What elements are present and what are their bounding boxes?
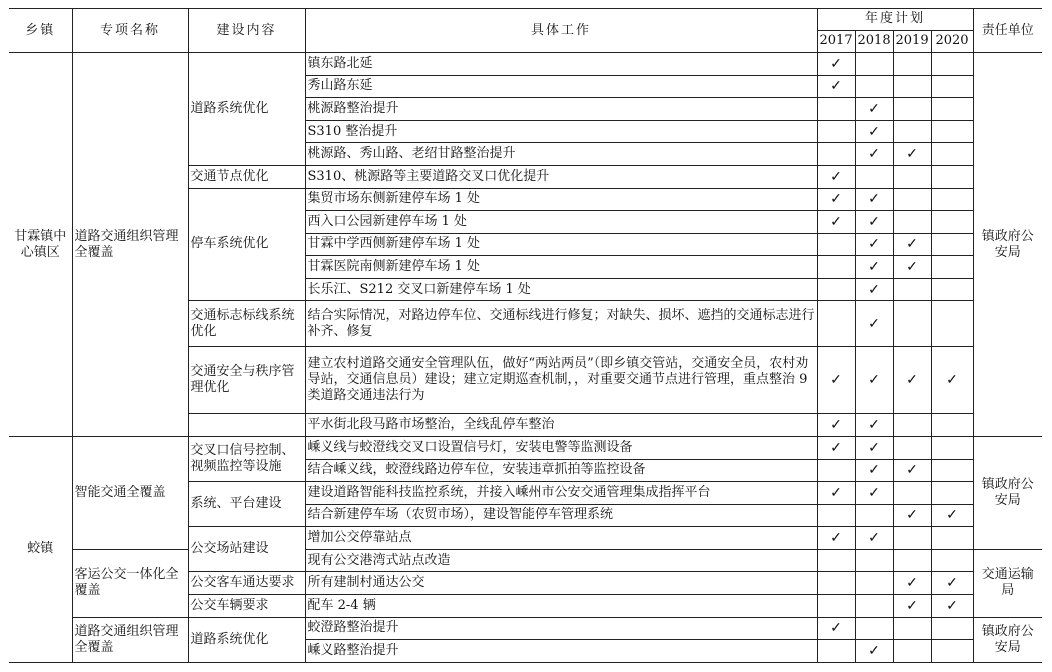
check-cell-2019 bbox=[893, 98, 931, 121]
task-cell: 现有公交港湾式站点改造 bbox=[305, 549, 817, 572]
check-cell-2018 bbox=[855, 53, 893, 76]
check-cell-2020 bbox=[931, 301, 973, 346]
task-cell: 建设道路智能科技监控系统，并接入嵊州市公安交通管理集成指挥平台 bbox=[305, 482, 817, 505]
check-cell-2019 bbox=[893, 527, 931, 550]
check-cell-2019: ✓ bbox=[893, 459, 931, 482]
task-cell: 桃源路整治提升 bbox=[305, 98, 817, 121]
check-cell-2019: ✓ bbox=[893, 143, 931, 166]
check-cell-2017: ✓ bbox=[817, 617, 855, 640]
task-cell: 结合新建停车场（农贸市场），建设智能停车管理系统 bbox=[305, 504, 817, 527]
check-cell-2019 bbox=[893, 211, 931, 234]
check-cell-2017: ✓ bbox=[817, 436, 855, 459]
check-cell-2018 bbox=[855, 572, 893, 595]
check-cell-2019 bbox=[893, 640, 931, 663]
year-2018: 2018 bbox=[855, 30, 893, 53]
content-cell: 公交车辆要求 bbox=[188, 595, 305, 618]
check-cell-2020 bbox=[931, 120, 973, 143]
township-cell: 蛟镇 bbox=[9, 436, 72, 662]
project-cell: 道路交通组织管理全覆盖 bbox=[72, 53, 188, 437]
content-cell: 交通安全与秩序管理优化 bbox=[188, 346, 305, 414]
task-cell: 结合实际情况，对路边停车位、交通标线进行修复；对缺失、损坏、遮挡的交通标志进行补齐、修复 bbox=[305, 301, 817, 346]
check-cell-2017 bbox=[817, 572, 855, 595]
check-cell-2017: ✓ bbox=[817, 211, 855, 234]
check-cell-2019 bbox=[893, 120, 931, 143]
year-2019: 2019 bbox=[893, 30, 931, 53]
task-cell: 配车 2-4 辆 bbox=[305, 595, 817, 618]
check-cell-2018: ✓ bbox=[855, 98, 893, 121]
check-cell-2019: ✓ bbox=[893, 256, 931, 279]
check-cell-2017 bbox=[817, 640, 855, 663]
check-cell-2020 bbox=[931, 165, 973, 188]
check-cell-2017 bbox=[817, 278, 855, 301]
check-cell-2018: ✓ bbox=[855, 211, 893, 234]
check-cell-2018: ✓ bbox=[855, 436, 893, 459]
task-cell: 西入口公园新建停车场 1 处 bbox=[305, 211, 817, 234]
unit-cell: 交通运输局 bbox=[973, 549, 1042, 617]
task-cell: 嵊义线与蛟澄线交叉口设置信号灯，安装电警等监测设备 bbox=[305, 436, 817, 459]
plan-table bbox=[9, 8, 1042, 663]
check-cell-2019 bbox=[893, 75, 931, 98]
header-row bbox=[9, 9, 1042, 31]
check-cell-2020: ✓ bbox=[931, 504, 973, 527]
content-cell: 系统、平台建设 bbox=[188, 482, 305, 527]
task-cell: 甘霖医院南侧新建停车场 1 处 bbox=[305, 256, 817, 279]
check-cell-2019: ✓ bbox=[893, 233, 931, 256]
check-cell-2020 bbox=[931, 617, 973, 640]
content-cell bbox=[188, 414, 305, 437]
content-cell: 交通节点优化 bbox=[188, 165, 305, 188]
check-cell-2020 bbox=[931, 211, 973, 234]
check-cell-2018 bbox=[855, 75, 893, 98]
check-cell-2020 bbox=[931, 549, 973, 572]
check-cell-2020: ✓ bbox=[931, 572, 973, 595]
check-cell-2017 bbox=[817, 233, 855, 256]
task-cell: 长乐江、S212 交叉口新建停车场 1 处 bbox=[305, 278, 817, 301]
check-cell-2020: ✓ bbox=[931, 346, 973, 414]
check-cell-2019 bbox=[893, 301, 931, 346]
content-cell: 公交场站建设 bbox=[188, 527, 305, 572]
check-cell-2018 bbox=[855, 504, 893, 527]
task-cell: 集贸市场东侧新建停车场 1 处 bbox=[305, 188, 817, 211]
project-cell: 道路交通组织管理全覆盖 bbox=[72, 617, 188, 662]
content-cell: 公交客车通达要求 bbox=[188, 572, 305, 595]
check-cell-2017 bbox=[817, 549, 855, 572]
check-cell-2020 bbox=[931, 143, 973, 166]
header-content: 建设内容 bbox=[188, 9, 305, 53]
content-cell: 交叉口信号控制、视频监控等设施 bbox=[188, 436, 305, 481]
check-cell-2017: ✓ bbox=[817, 346, 855, 414]
header-year-plan: 年度计划 bbox=[817, 9, 973, 31]
task-cell: 嵊义路整治提升 bbox=[305, 640, 817, 663]
table-row bbox=[9, 53, 1042, 76]
task-cell: 所有建制村通达公交 bbox=[305, 572, 817, 595]
check-cell-2019 bbox=[893, 165, 931, 188]
content-cell: 道路系统优化 bbox=[188, 617, 305, 662]
project-cell: 客运公交一体化全覆盖 bbox=[72, 549, 188, 617]
header-unit: 责任单位 bbox=[973, 9, 1042, 53]
check-cell-2017 bbox=[817, 301, 855, 346]
task-cell: 甘霖中学西侧新建停车场 1 处 bbox=[305, 233, 817, 256]
check-cell-2017 bbox=[817, 459, 855, 482]
check-cell-2017: ✓ bbox=[817, 75, 855, 98]
unit-cell: 镇政府公安局 bbox=[973, 436, 1042, 549]
check-cell-2017: ✓ bbox=[817, 53, 855, 76]
header-township: 乡镇 bbox=[9, 9, 72, 53]
content-cell: 道路系统优化 bbox=[188, 53, 305, 166]
check-cell-2020 bbox=[931, 459, 973, 482]
task-cell: 秀山路东延 bbox=[305, 75, 817, 98]
check-cell-2018: ✓ bbox=[855, 459, 893, 482]
check-cell-2017: ✓ bbox=[817, 527, 855, 550]
check-cell-2018: ✓ bbox=[855, 233, 893, 256]
check-cell-2018: ✓ bbox=[855, 414, 893, 437]
check-cell-2018: ✓ bbox=[855, 120, 893, 143]
task-cell: 结合嵊义线，蛟澄线路边停车位，安装违章抓拍等监控设备 bbox=[305, 459, 817, 482]
check-cell-2019: ✓ bbox=[893, 346, 931, 414]
check-cell-2020 bbox=[931, 98, 973, 121]
check-cell-2020 bbox=[931, 53, 973, 76]
check-cell-2017 bbox=[817, 504, 855, 527]
check-cell-2017: ✓ bbox=[817, 188, 855, 211]
check-cell-2017: ✓ bbox=[817, 482, 855, 505]
unit-cell: 镇政府公安局 bbox=[973, 53, 1042, 437]
check-cell-2019: ✓ bbox=[893, 595, 931, 618]
check-cell-2018 bbox=[855, 595, 893, 618]
check-cell-2018: ✓ bbox=[855, 256, 893, 279]
check-cell-2020 bbox=[931, 640, 973, 663]
check-cell-2020 bbox=[931, 482, 973, 505]
check-cell-2020: ✓ bbox=[931, 595, 973, 618]
check-cell-2018 bbox=[855, 549, 893, 572]
check-cell-2018: ✓ bbox=[855, 527, 893, 550]
check-cell-2018 bbox=[855, 165, 893, 188]
check-cell-2019 bbox=[893, 549, 931, 572]
check-cell-2019 bbox=[893, 278, 931, 301]
task-cell: 蛟澄路整治提升 bbox=[305, 617, 817, 640]
task-cell: 增加公交停靠站点 bbox=[305, 527, 817, 550]
check-cell-2018: ✓ bbox=[855, 301, 893, 346]
table-row bbox=[9, 549, 1042, 572]
check-cell-2018: ✓ bbox=[855, 143, 893, 166]
check-cell-2019 bbox=[893, 617, 931, 640]
check-cell-2017: ✓ bbox=[817, 414, 855, 437]
task-cell: 平水街北段马路市场整治，全线乱停车整治 bbox=[305, 414, 817, 437]
check-cell-2019: ✓ bbox=[893, 504, 931, 527]
content-cell: 停车系统优化 bbox=[188, 188, 305, 301]
check-cell-2019: ✓ bbox=[893, 572, 931, 595]
check-cell-2020 bbox=[931, 414, 973, 437]
task-cell: 桃源路、秀山路、老绍甘路整治提升 bbox=[305, 143, 817, 166]
check-cell-2019 bbox=[893, 188, 931, 211]
check-cell-2018: ✓ bbox=[855, 278, 893, 301]
check-cell-2018: ✓ bbox=[855, 482, 893, 505]
table-row bbox=[9, 436, 1042, 459]
check-cell-2018: ✓ bbox=[855, 640, 893, 663]
check-cell-2018 bbox=[855, 617, 893, 640]
check-cell-2019 bbox=[893, 53, 931, 76]
check-cell-2019 bbox=[893, 436, 931, 459]
content-cell: 交通标志标线系统优化 bbox=[188, 301, 305, 346]
check-cell-2020 bbox=[931, 256, 973, 279]
table-row bbox=[9, 617, 1042, 640]
check-cell-2019 bbox=[893, 482, 931, 505]
check-cell-2020 bbox=[931, 436, 973, 459]
task-cell: 镇东路北延 bbox=[305, 53, 817, 76]
project-cell: 智能交通全覆盖 bbox=[72, 436, 188, 549]
check-cell-2020 bbox=[931, 75, 973, 98]
check-cell-2020 bbox=[931, 527, 973, 550]
check-cell-2017: ✓ bbox=[817, 165, 855, 188]
check-cell-2020 bbox=[931, 233, 973, 256]
year-2017: 2017 bbox=[817, 30, 855, 53]
check-cell-2019 bbox=[893, 414, 931, 437]
check-cell-2017 bbox=[817, 143, 855, 166]
check-cell-2017 bbox=[817, 256, 855, 279]
check-cell-2020 bbox=[931, 188, 973, 211]
check-cell-2018: ✓ bbox=[855, 346, 893, 414]
header-task: 具体工作 bbox=[305, 9, 817, 53]
task-cell: 建立农村道路交通安全管理队伍，做好“两站两员”（即乡镇交管站，交通安全员，农村劝导站，交通信息员）建设；建立定期巡查机制，，对重要交通节点进行管理，重点整治 9 类道路交通违法行为 bbox=[305, 346, 817, 414]
check-cell-2020 bbox=[931, 278, 973, 301]
year-2020: 2020 bbox=[931, 30, 973, 53]
township-cell: 甘霖镇中心镇区 bbox=[9, 53, 72, 437]
task-cell: S310 整治提升 bbox=[305, 120, 817, 143]
check-cell-2017 bbox=[817, 595, 855, 618]
check-cell-2018: ✓ bbox=[855, 188, 893, 211]
task-cell: S310、桃源路等主要道路交叉口优化提升 bbox=[305, 165, 817, 188]
check-cell-2017 bbox=[817, 120, 855, 143]
check-cell-2017 bbox=[817, 98, 855, 121]
unit-cell: 镇政府公安局 bbox=[973, 617, 1042, 662]
header-project: 专项名称 bbox=[72, 9, 188, 53]
